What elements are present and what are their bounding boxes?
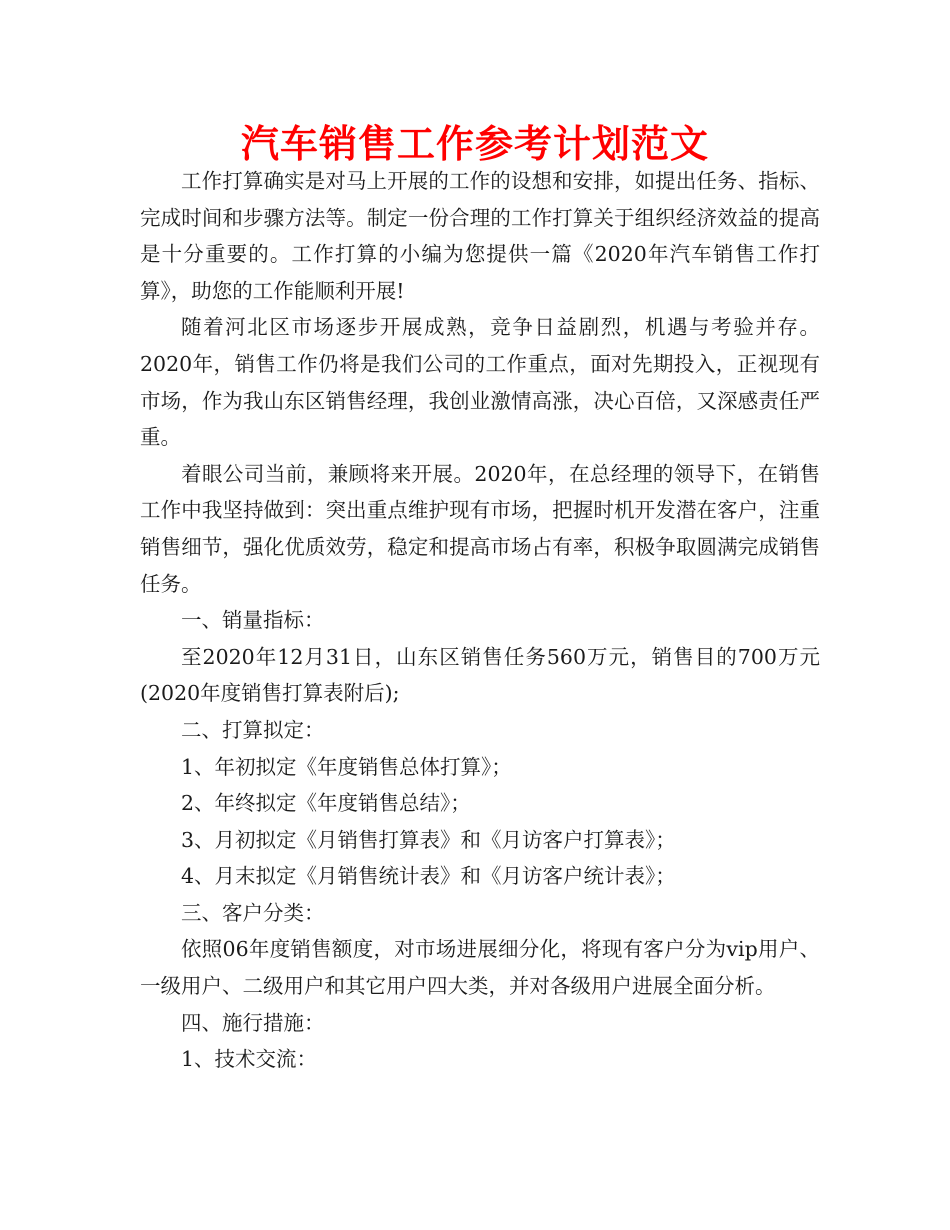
document-title: 汽车销售工作参考计划范文 [240, 122, 709, 166]
section-heading-sales-target: 一、销量指标： [181, 608, 325, 633]
list-item-plan-4: 4、月末拟定《月销售统计表》和《月访客户统计表》； [181, 864, 676, 889]
section-heading-measures: 四、施行措施： [181, 1010, 325, 1035]
paragraph-focus: 着眼公司当前，兼顾将来开展。2020年，在总经理的领导下，在销售工作中我坚持做到：突出重点维护现有市场，把握时机开发潜在客户，注重销售细节，强化优质效劳，稳定和提高市场占有率，积极争取圆满完成销售任务。 [140, 461, 820, 596]
section-heading-customers: 三、客户分类： [181, 900, 325, 925]
list-item-plan-1: 1、年初拟定《年度销售总体打算》； [181, 754, 512, 779]
list-item-plan-3: 3、月初拟定《月销售打算表》和《月访客户打算表》； [181, 827, 676, 852]
list-item-measure-1: 1、技术交流： [181, 1047, 318, 1072]
paragraph-sales-target: 至2020年12月31日，山东区销售任务560万元，销售目的700万元(2020年度销售打算表附后); [140, 644, 820, 706]
paragraph-market: 随着河北区市场逐步开展成熟，竞争日益剧烈，机遇与考验并存。2020年，销售工作仍将是我们公司的工作重点，面对先期投入，正视现有市场，作为我山东区销售经理，我创业激情高涨，决心百倍，又深感责任严重。 [140, 315, 820, 450]
paragraph-customers: 依照06年度销售额度，对市场进展细分化，将现有客户分为vip用户、一级用户、二级用户和其它用户四大类，并对各级用户进展全面分析。 [140, 937, 820, 999]
list-item-plan-2: 2、年终拟定《年度销售总结》； [181, 791, 471, 816]
paragraph-intro: 工作打算确实是对马上开展的工作的设想和安排，如提出任务、指标、完成时间和步骤方法等。制定一份合理的工作打算关于组织经济效益的提高是十分重要的。工作打算的小编为您提供一篇《2020年汽车销售工作打算》，助您的工作能顺利开展! [140, 169, 820, 303]
section-heading-plan: 二、打算拟定： [181, 717, 325, 742]
document-body [140, 163, 820, 1078]
